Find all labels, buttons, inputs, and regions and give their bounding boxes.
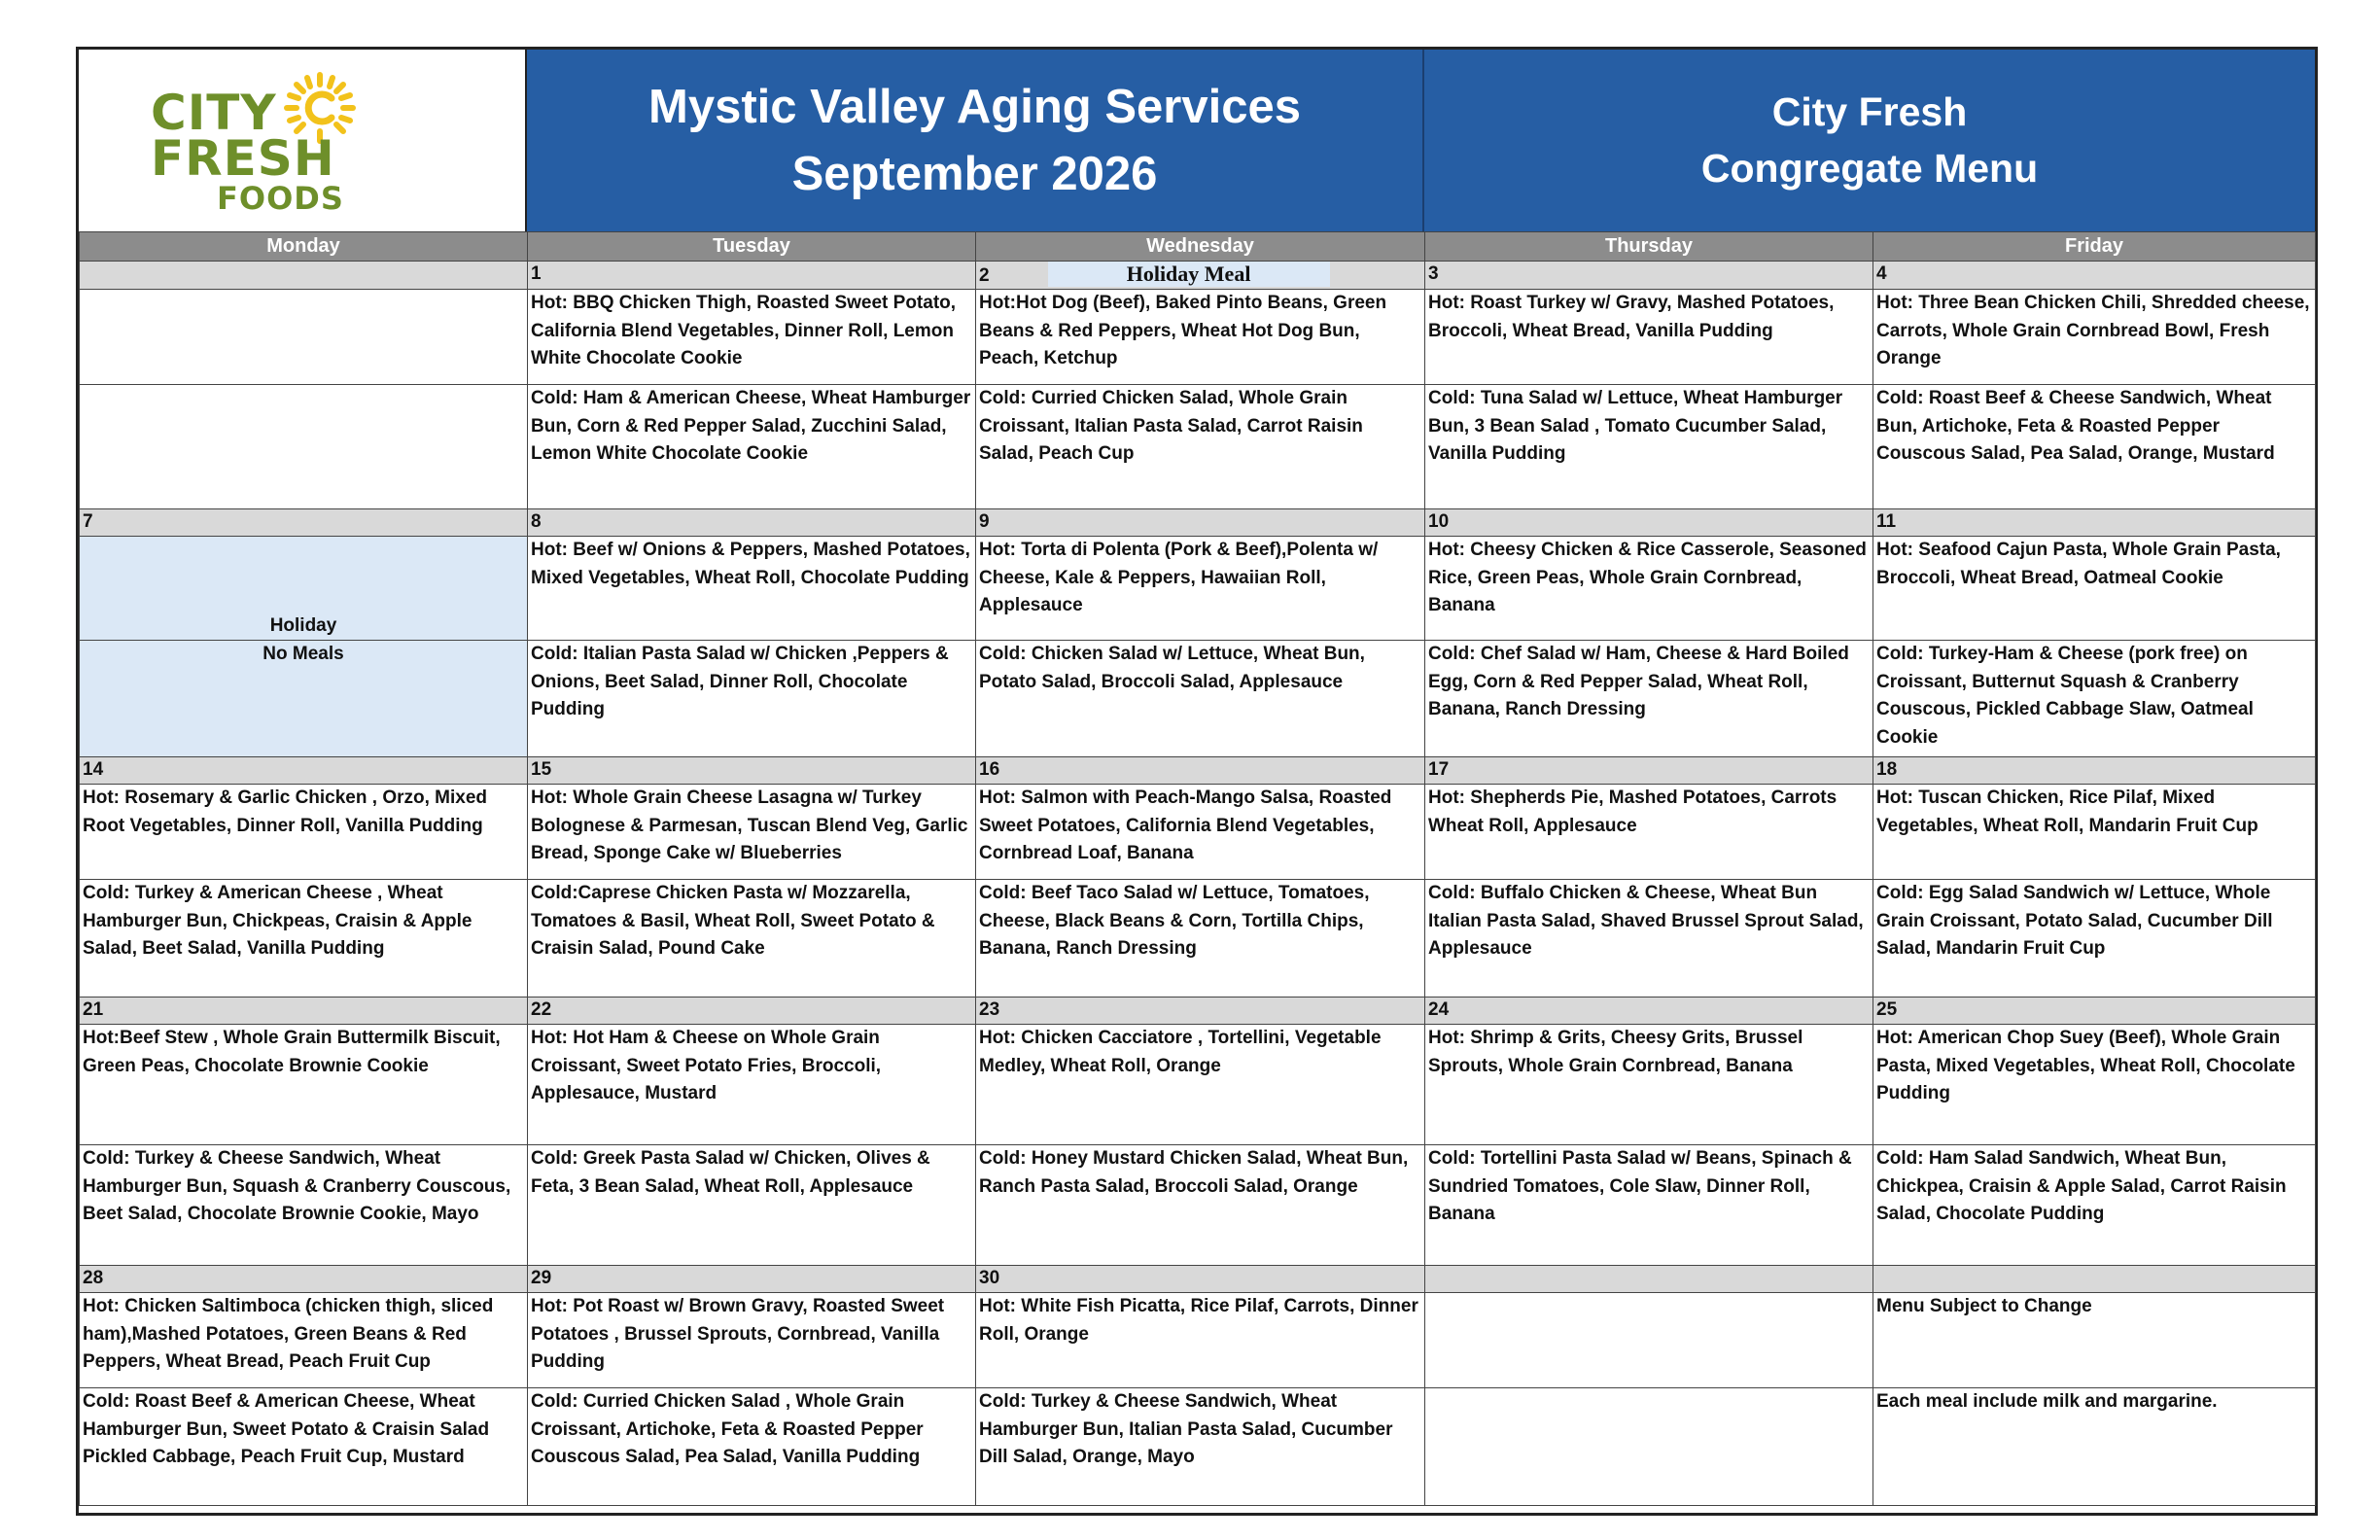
hot-meal-cell: Hot: Hot Ham & Cheese on Whole Grain Croissant, Sweet Potato Fries, Broccoli, Applesauce, Mustard: [528, 1025, 976, 1145]
hot-meal-row: [80, 1025, 2316, 1145]
date-number: 7: [80, 509, 528, 537]
date-number: 29: [528, 1266, 976, 1293]
cold-meal-cell: Cold: Greek Pasta Salad w/ Chicken, Olives & Feta, 3 Bean Salad, Wheat Roll, Applesauce: [528, 1145, 976, 1266]
date-number: 17: [1425, 757, 1873, 785]
cold-meal-cell: Cold: Turkey & Cheese Sandwich, Wheat Hamburger Bun, Italian Pasta Salad, Cucumber Dill Salad, Orange, Mayo: [976, 1388, 1425, 1506]
hot-meal-cell: Hot: Roast Turkey w/ Gravy, Mashed Potatoes, Broccoli, Wheat Bread, Vanilla Pudding: [1425, 290, 1873, 385]
hot-meal-cell: Hot: Tuscan Chicken, Rice Pilaf, Mixed Vegetables, Wheat Roll, Mandarin Fruit Cup: [1873, 785, 2316, 880]
date-number: [1425, 1266, 1873, 1293]
hot-meal-cell: [80, 290, 528, 385]
weekday-wednesday: Wednesday: [976, 232, 1425, 262]
date-number: [80, 262, 528, 290]
date-number: 16: [976, 757, 1425, 785]
hot-meal-cell: Hot: Beef w/ Onions & Peppers, Mashed Potatoes, Mixed Vegetables, Wheat Roll, Chocolate Pudding: [528, 537, 976, 641]
date-number: 4: [1873, 262, 2316, 290]
hot-meal-cell: Hot: American Chop Suey (Beef), Whole Grain Pasta, Mixed Vegetables, Wheat Roll, Chocolate Pudding: [1873, 1025, 2316, 1145]
date-number: 14: [80, 757, 528, 785]
date-number: 21: [80, 998, 528, 1025]
cold-meal-cell: Cold: Turkey & American Cheese , Wheat Hamburger Bun, Chickpeas, Craisin & Apple Salad, Beet Salad, Vanilla Pudding: [80, 880, 528, 998]
hot-meal-row: [80, 290, 2316, 385]
hot-meal-cell: Hot: Chicken Cacciatore , Tortellini, Vegetable Medley, Wheat Roll, Orange: [976, 1025, 1425, 1145]
cold-meal-row: [80, 385, 2316, 509]
cold-meal-cell: [80, 385, 528, 509]
logo-line-2: FRESH: [151, 130, 335, 187]
date-number: 23: [976, 998, 1425, 1025]
weekday-tuesday: Tuesday: [528, 232, 976, 262]
date-number: 15: [528, 757, 976, 785]
menu-sheet: [76, 47, 2318, 1516]
organization-title: Mystic Valley Aging Services: [648, 80, 1301, 133]
cold-meal-cell: Cold: Egg Salad Sandwich w/ Lettuce, Whole Grain Croissant, Potato Salad, Cucumber Dill Salad, Mandarin Fruit Cup: [1873, 880, 2316, 998]
menu-table: [79, 231, 2316, 1506]
menu-note: Menu Subject to Change: [1873, 1293, 2316, 1388]
holiday-label: Holiday: [269, 614, 337, 636]
hot-meal-cell: Hot: Cheesy Chicken & Rice Casserole, Seasoned Rice, Green Peas, Whole Grain Cornbread, Banana: [1425, 537, 1873, 641]
holiday-cell-bottom: [80, 641, 528, 757]
hot-meal-cell: Hot: Seafood Cajun Pasta, Whole Grain Pasta, Broccoli, Wheat Bread, Oatmeal Cookie: [1873, 537, 2316, 641]
date-row: [80, 1266, 2316, 1293]
cold-meal-cell: Cold: Turkey & Cheese Sandwich, Wheat Hamburger Bun, Squash & Cranberry Couscous, Beet Salad, Chocolate Brownie Cookie, Mayo: [80, 1145, 528, 1266]
date-number: 9: [976, 509, 1425, 537]
cold-meal-cell: Cold: Chicken Salad w/ Lettuce, Wheat Bun, Potato Salad, Broccoli Salad, Applesauce: [976, 641, 1425, 757]
hot-meal-cell: Hot: Chicken Saltimboca (chicken thigh, sliced ham),Mashed Potatoes, Green Beans & Red Peppers, Wheat Bread, Peach Fruit Cup: [80, 1293, 528, 1388]
cold-meal-cell: Cold: Ham & American Cheese, Wheat Hamburger Bun, Corn & Red Pepper Salad, Zucchini Salad, Lemon White Chocolate Cookie: [528, 385, 976, 509]
date-number: 3: [1425, 262, 1873, 290]
hot-meal-cell: Hot:Beef Stew , Whole Grain Buttermilk Biscuit, Green Peas, Chocolate Brownie Cookie: [80, 1025, 528, 1145]
cold-meal-cell: Cold: Roast Beef & Cheese Sandwich, Wheat Bun, Artichoke, Feta & Roasted Pepper Couscous Salad, Pea Salad, Orange, Mustard: [1873, 385, 2316, 509]
hot-meal-cell: Hot: Shrimp & Grits, Cheesy Grits, Brussel Sprouts, Whole Grain Cornbread, Banana: [1425, 1025, 1873, 1145]
holiday-meal-banner: Holiday Meal: [1048, 262, 1330, 287]
no-meals-label: No Meals: [262, 644, 344, 664]
date-row: [80, 509, 2316, 537]
cold-meal-row: [80, 1145, 2316, 1266]
date-number: 2: [979, 265, 990, 286]
subtitle-block: [1424, 50, 2315, 231]
menu-header: [79, 50, 2315, 231]
weekday-friday: Friday: [1873, 232, 2316, 262]
cold-meal-row: [80, 641, 2316, 757]
date-number: 24: [1425, 998, 1873, 1025]
cold-meal-cell: Cold: Roast Beef & American Cheese, Wheat Hamburger Bun, Sweet Potato & Craisin Salad Pickled Cabbage, Peach Fruit Cup, Mustard: [80, 1388, 528, 1506]
cold-meal-cell: Cold: Tuna Salad w/ Lettuce, Wheat Hamburger Bun, 3 Bean Salad , Tomato Cucumber Salad, Vanilla Pudding: [1425, 385, 1873, 509]
weekday-thursday: Thursday: [1425, 232, 1873, 262]
date-number: 25: [1873, 998, 2316, 1025]
holiday-cell-top: [80, 537, 528, 641]
hot-meal-cell: Hot: Whole Grain Cheese Lasagna w/ Turkey Bolognese & Parmesan, Tuscan Blend Veg, Garlic Bread, Sponge Cake w/ Blueberries: [528, 785, 976, 880]
date-row: [80, 757, 2316, 785]
cold-meal-cell: Cold: Ham Salad Sandwich, Wheat Bun, Chickpea, Craisin & Apple Salad, Carrot Raisin Salad, Chocolate Pudding: [1873, 1145, 2316, 1266]
hot-meal-row: [80, 1293, 2316, 1388]
date-number: 22: [528, 998, 976, 1025]
cold-meal-cell: [1425, 1388, 1873, 1506]
cold-meal-cell: Cold: Buffalo Chicken & Cheese, Wheat Bun Italian Pasta Salad, Shaved Brussel Sprout Salad, Applesauce: [1425, 880, 1873, 998]
city-fresh-logo: [79, 50, 527, 231]
cold-meal-row: [80, 1388, 2316, 1506]
hot-meal-cell: [1425, 1293, 1873, 1388]
date-number: 30: [976, 1266, 1425, 1293]
hot-meal-row: [80, 537, 2316, 641]
cold-meal-cell: Cold: Beef Taco Salad w/ Lettuce, Tomatoes, Cheese, Black Beans & Corn, Tortilla Chips, Banana, Ranch Dressing: [976, 880, 1425, 998]
weekday-monday: Monday: [80, 232, 528, 262]
date-cell: [976, 262, 1425, 290]
hot-meal-cell: Hot: White Fish Picatta, Rice Pilaf, Carrots, Dinner Roll, Orange: [976, 1293, 1425, 1388]
date-number: 11: [1873, 509, 2316, 537]
date-number: 1: [528, 262, 976, 290]
meal-footnote: Each meal include milk and margarine.: [1873, 1388, 2316, 1506]
date-number: 28: [80, 1266, 528, 1293]
hot-meal-cell: Hot: BBQ Chicken Thigh, Roasted Sweet Potato, California Blend Vegetables, Dinner Roll, Lemon White Chocolate Cookie: [528, 290, 976, 385]
hot-meal-cell: Hot: Rosemary & Garlic Chicken , Orzo, Mixed Root Vegetables, Dinner Roll, Vanilla Pudding: [80, 785, 528, 880]
hot-meal-cell: Hot:Hot Dog (Beef), Baked Pinto Beans, Green Beans & Red Peppers, Wheat Hot Dog Bun, Peach, Ketchup: [976, 290, 1425, 385]
weekday-header-row: [80, 232, 2316, 262]
cold-meal-cell: Cold: Chef Salad w/ Ham, Cheese & Hard Boiled Egg, Corn & Red Pepper Salad, Wheat Roll, Banana, Ranch Dressing: [1425, 641, 1873, 757]
cold-meal-cell: Cold: Italian Pasta Salad w/ Chicken ,Peppers & Onions, Beet Salad, Dinner Roll, Chocolate Pudding: [528, 641, 976, 757]
menu-month: September 2026: [791, 147, 1158, 200]
logo-line-3: FOODS: [217, 180, 344, 217]
hot-meal-cell: Hot: Three Bean Chicken Chili, Shredded cheese, Carrots, Whole Grain Cornbread Bowl, Fresh Orange: [1873, 290, 2316, 385]
provider-name: City Fresh: [1771, 89, 1968, 135]
hot-meal-cell: Hot: Shepherds Pie, Mashed Potatoes, Carrots Wheat Roll, Applesauce: [1425, 785, 1873, 880]
date-number: 10: [1425, 509, 1873, 537]
cold-meal-cell: Cold: Curried Chicken Salad , Whole Grain Croissant, Artichoke, Feta & Roasted Pepper Couscous Salad, Pea Salad, Vanilla Pudding: [528, 1388, 976, 1506]
date-number: [1873, 1266, 2316, 1293]
date-row: [80, 998, 2316, 1025]
date-row: [80, 262, 2316, 290]
cold-meal-cell: Cold:Caprese Chicken Pasta w/ Mozzarella, Tomatoes & Basil, Wheat Roll, Sweet Potato & Craisin Salad, Pound Cake: [528, 880, 976, 998]
hot-meal-cell: Hot: Salmon with Peach-Mango Salsa, Roasted Sweet Potatoes, California Blend Vegetables, Cornbread Loaf, Banana: [976, 785, 1425, 880]
cold-meal-cell: Cold: Turkey-Ham & Cheese (pork free) on Croissant, Butternut Squash & Cranberry Couscous, Pickled Cabbage Slaw, Oatmeal Cookie: [1873, 641, 2316, 757]
cold-meal-row: [80, 880, 2316, 998]
title-block: [527, 50, 1424, 231]
hot-meal-row: [80, 785, 2316, 880]
date-number: 18: [1873, 757, 2316, 785]
date-number: 8: [528, 509, 976, 537]
menu-calendar: [79, 231, 2315, 1506]
logo-line-1: CITY: [151, 85, 277, 141]
cold-meal-cell: Cold: Honey Mustard Chicken Salad, Wheat Bun, Ranch Pasta Salad, Broccoli Salad, Orange: [976, 1145, 1425, 1266]
hot-meal-cell: Hot: Pot Roast w/ Brown Gravy, Roasted Sweet Potatoes , Brussel Sprouts, Cornbread, Vanilla Pudding: [528, 1293, 976, 1388]
cold-meal-cell: Cold: Curried Chicken Salad, Whole Grain Croissant, Italian Pasta Salad, Carrot Raisin Salad, Peach Cup: [976, 385, 1425, 509]
hot-meal-cell: Hot: Torta di Polenta (Pork & Beef),Polenta w/ Cheese, Kale & Peppers, Hawaiian Roll, Applesauce: [976, 537, 1425, 641]
menu-type: Congregate Menu: [1700, 145, 2039, 191]
cold-meal-cell: Cold: Tortellini Pasta Salad w/ Beans, Spinach & Sundried Tomatoes, Cole Slaw, Dinner Roll, Banana: [1425, 1145, 1873, 1266]
